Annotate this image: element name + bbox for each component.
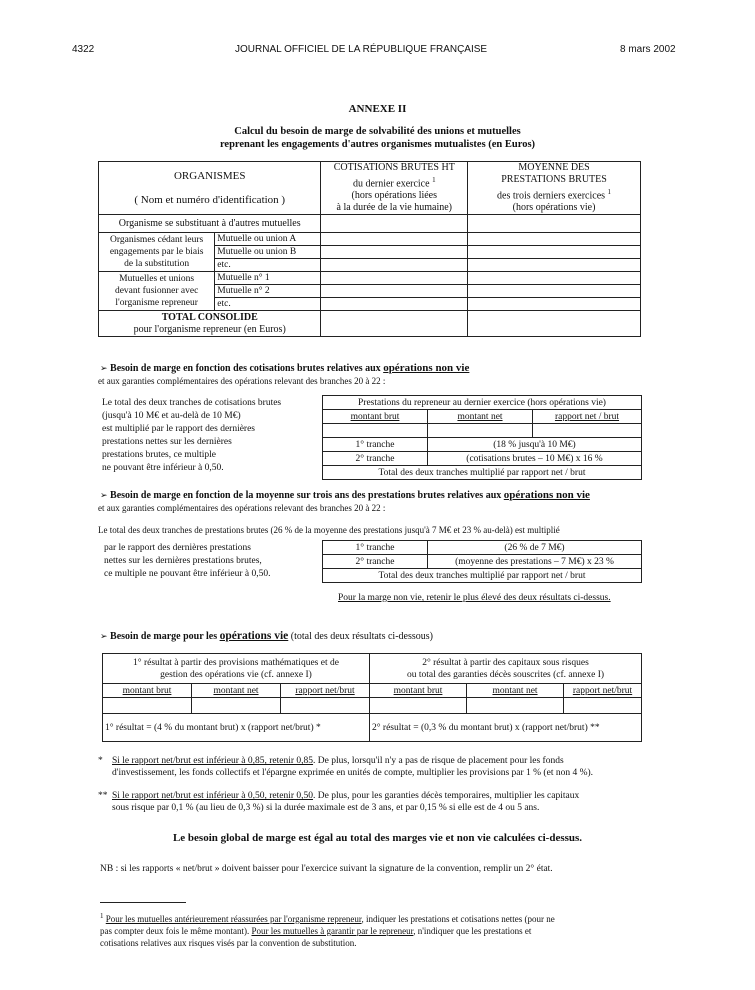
page-number: 4322 [72, 44, 95, 55]
section1-total: Total des deux tranches multiplié par rapport net / brut [323, 466, 642, 480]
issue-date: 8 mars 2002 [620, 44, 676, 55]
tranche1-value: (26 % de 7 M€) [428, 541, 642, 555]
section1-text-line: ne pouvant être inférieur à 0,50. [102, 463, 224, 473]
section2-total: Total des deux tranches multiplié par rapport net / brut [323, 569, 642, 583]
col-montant-brut: montant brut [323, 410, 428, 424]
prestations-header-l1: MOYENNE DES [518, 162, 590, 173]
footnote-text-1: , indiquer les prestations et cotisations nettes (pour ne [361, 914, 555, 924]
cotisations-header-l4: à la durée de la vie humaine) [336, 202, 452, 214]
life-left-header-l2: gestion des opérations vie (cf. annexe I) [160, 669, 312, 680]
note-2-underlined: Si le rapport net/brut est inférieur à 0,50, retenir 0,50 [112, 791, 314, 801]
section1-text [102, 397, 281, 475]
life-left-header [103, 654, 370, 684]
life-right-header-l2: ou total des garanties décès souscrites (cf. annexe I) [406, 669, 605, 680]
cell [321, 298, 468, 311]
section1-heading-text: Besoin de marge en fonction des cotisations brutes relatives aux [110, 363, 384, 374]
footnote-ref: 1 [432, 176, 436, 184]
section3-heading [100, 630, 433, 643]
formula-1: 1° résultat = (4 % du montant brut) x (rapport net/brut) * [103, 714, 370, 742]
cell [321, 259, 468, 272]
cotisations-header-l3: (hors opérations liées [351, 190, 438, 202]
cell [428, 424, 533, 438]
col-montant-net: montant net [428, 410, 533, 424]
cell [564, 698, 642, 714]
organisms-subtitle: ( Nom et numéro d'identification ) [134, 194, 286, 207]
note-1-l1 [98, 755, 658, 767]
life-right-header [370, 654, 642, 684]
cedant-label-l3: de la substitution [124, 259, 190, 270]
footnote-underlined-2: Pour les mutuelles à garantir par le repreneur [251, 926, 414, 936]
cell [321, 233, 468, 246]
section2-text-line: ce multiple ne pouvant être inférieur à 0,50. [104, 569, 271, 579]
cell [468, 233, 641, 246]
cell [103, 698, 192, 714]
footnote-mark: 1 [100, 912, 104, 920]
cell [467, 698, 564, 714]
annex-title: ANNEXE II [348, 103, 407, 115]
col-montant-brut: montant brut [103, 684, 192, 698]
footnote-underlined-1: Pour les mutuelles antérieurement réassurées par l'organisme repreneur [105, 914, 362, 924]
journal-title: JOURNAL OFFICIEL DE LA RÉPUBLIQUE FRANÇAISE [235, 44, 488, 55]
section1-box [322, 395, 642, 480]
col-rapport: rapport net/brut [281, 684, 370, 698]
arrow-bullet-icon: ➢ [100, 632, 108, 642]
annex-subtitle-2: reprenant les engagements d'autres organismes mutualistes (en Euros) [219, 139, 536, 150]
cotisations-header-l1: COTISATIONS BRUTES HT [333, 162, 455, 173]
footnote-rule [100, 902, 186, 903]
tranche2-label: 2° tranche [323, 452, 428, 466]
arrow-bullet-icon: ➢ [100, 364, 108, 374]
fusion-label-l2: devant fusionner avec [114, 286, 199, 297]
section1-text-line: prestations nettes sur les dernières [102, 437, 232, 447]
total-consolide [99, 311, 321, 337]
col-rapport: rapport net / brut [533, 410, 642, 424]
section2-box [322, 540, 642, 583]
tranche1-label: 1° tranche [323, 438, 428, 452]
section2-sub: et aux garanties complémentaires des opérations relevant des branches 20 à 22 : [98, 503, 386, 513]
col-rapport: rapport net/brut [564, 684, 642, 698]
total-consolide-l2: pour l'organisme repreneur (en Euros) [133, 323, 286, 335]
section2-text [104, 542, 270, 581]
section2-intro: Le total des deux tranches de prestations brutes (26 % de la moyenne des prestations jusqu'à 7 M€ et 23 % au-delà) est multiplié [98, 525, 560, 535]
cedant-label-l2: engagements par le biais [109, 247, 204, 258]
note-1-underlined: Si le rapport net/brut est inférieur à 0,85, retenir 0,85 [112, 756, 314, 766]
tranche2-value: (cotisations brutes – 10 M€) x 16 % [428, 452, 642, 466]
note-1-l2: d'investissement, les fonds collectifs et l'épargne exprimée en unités de compte, multiplier les provisions par 1 % (et non 4 %). [112, 768, 594, 778]
section1-text-line: Le total des deux tranches de cotisations brutes [102, 398, 282, 408]
col-montant-net: montant net [467, 684, 564, 698]
cell [323, 424, 428, 438]
section1-text-line: est multiplié par le rapport des dernières [102, 424, 256, 434]
row-substituant-label: Organisme se substituant à d'autres mutuelles [99, 215, 321, 233]
organisms-header [99, 162, 321, 215]
footnote-ref: 1 [607, 188, 612, 196]
fusion-item: Mutuelle n° 2 [215, 285, 321, 298]
footnote-text-2b: , n'indiquer que les prestations et [413, 926, 532, 936]
cell [468, 298, 641, 311]
cell [468, 215, 641, 233]
life-right-header-l1: 2° résultat à partir des capitaux sous risques [422, 657, 589, 668]
fusion-label-l3: l'organisme repreneur [115, 298, 198, 309]
footnote-l1 [100, 910, 660, 925]
life-table [102, 653, 642, 742]
note-2-l2: sous risque par 0,1 % (au lieu de 0,3 %) si la durée maximale est de 3 ans, et par 0,15 % si elle est de 4 ou 5 ans. [112, 803, 540, 813]
cell [370, 698, 467, 714]
cedant-item: Mutuelle ou union A [215, 233, 321, 246]
section3-heading-text: Besoin de marge pour les [110, 631, 220, 642]
section1-text-line: prestations brutes, ce multiple [102, 450, 216, 460]
note-1-mark: * [98, 756, 103, 766]
tranche2-value: (moyenne des prestations – 7 M€) x 23 % [428, 555, 642, 569]
cell [468, 311, 641, 337]
prestations-header-l4: (hors opérations vie) [512, 202, 596, 214]
note-2 [98, 790, 658, 814]
note-1-rest: . De plus, lorsqu'il n'y a pas de risque de placement pour les fonds [313, 756, 564, 766]
footnote-text-2a: pas compter deux fois le même montant). [100, 926, 252, 936]
organisms-title: ORGANISMES [173, 170, 246, 183]
section2-heading [100, 489, 590, 502]
col-montant-brut: montant brut [370, 684, 467, 698]
cell [468, 272, 641, 285]
annex-subtitle-1: Calcul du besoin de marge de solvabilité des unions et mutuelles [234, 126, 521, 137]
total-consolide-l1: TOTAL CONSOLIDE [161, 311, 258, 323]
section2-retain: Pour la marge non vie, retenir le plus élevé des deux résultats ci-dessus. [338, 593, 611, 603]
organisms-table [98, 161, 641, 337]
section2-text-line: par le rapport des dernières prestations [104, 543, 251, 553]
note-2-l1 [98, 790, 658, 802]
cell [321, 272, 468, 285]
fusion-label [99, 272, 215, 311]
tranche1-value: (18 % jusqu'à 10 M€) [428, 438, 642, 452]
fusion-label-l1: Mutuelles et unions [119, 274, 195, 285]
section1-text-line: (jusqu'à 10 M€ et au-delà de 10 M€) [102, 411, 241, 421]
section2-heading-underlined: opérations non vie [503, 489, 590, 501]
cedant-item: etc. [215, 259, 321, 272]
cell [468, 246, 641, 259]
cotisations-header [321, 162, 468, 215]
cedant-label [99, 233, 215, 272]
cell [468, 285, 641, 298]
life-left-header-l1: 1° résultat à partir des provisions mathématiques et de [133, 657, 339, 668]
nb-note: NB : si les rapports « net/brut » doivent baisser pour l'exercice suivant la signature de la convention, remplir un 2° état. [100, 864, 553, 874]
section3-heading-post: (total des deux résultats ci-dessous) [288, 631, 433, 642]
col-montant-net: montant net [192, 684, 281, 698]
prestations-header [468, 162, 641, 215]
cell [321, 246, 468, 259]
section2-heading-text: Besoin de marge en fonction de la moyenne sur trois ans des prestations brutes relatives aux [110, 490, 504, 501]
section1-heading [100, 362, 469, 375]
fusion-item: etc. [215, 298, 321, 311]
fusion-item: Mutuelle n° 1 [215, 272, 321, 285]
footnote [100, 910, 660, 949]
cell [321, 285, 468, 298]
section2-text-line: nettes sur les dernières prestations brutes, [104, 556, 262, 566]
section1-heading-underlined: opérations non vie [383, 362, 470, 374]
cotisations-header-l2: du dernier exercice $^1$ [352, 176, 436, 190]
cell [321, 311, 468, 337]
tranche2-label: 2° tranche [323, 555, 428, 569]
note-1 [98, 755, 658, 779]
footnote-l3: cotisations relatives aux risques visés par la convention de substitution. [100, 938, 357, 948]
cell [281, 698, 370, 714]
section1-sub: et aux garanties complémentaires des opérations relevant des branches 20 à 22 : [98, 376, 386, 386]
cedant-label-l1: Organismes cédant leurs [110, 235, 204, 246]
formula-2: 2° résultat = (0,3 % du montant brut) x (rapport net/brut) ** [370, 714, 642, 742]
cell [192, 698, 281, 714]
note-2-rest: . De plus, pour les garanties décès temporaires, multiplier les capitaux [313, 791, 580, 801]
section3-heading-underlined: opérations vie [219, 630, 289, 642]
cedant-item: Mutuelle ou union B [215, 246, 321, 259]
cell [533, 424, 642, 438]
note-2-mark: ** [98, 791, 108, 801]
prestations-header-l3: des trois derniers exercices $^1$ [497, 188, 612, 202]
tranche1-label: 1° tranche [323, 541, 428, 555]
global-margin: Le besoin global de marge est égal au total des marges vie et non vie calculées ci-dessus. [172, 832, 583, 844]
prestations-header-l2: PRESTATIONS BRUTES [501, 174, 607, 185]
cell [321, 215, 468, 233]
footnote-l2 [100, 925, 660, 937]
section1-box-title: Prestations du repreneur au dernier exercice (hors opérations vie) [323, 396, 642, 410]
arrow-bullet-icon: ➢ [100, 491, 108, 501]
cell [468, 259, 641, 272]
